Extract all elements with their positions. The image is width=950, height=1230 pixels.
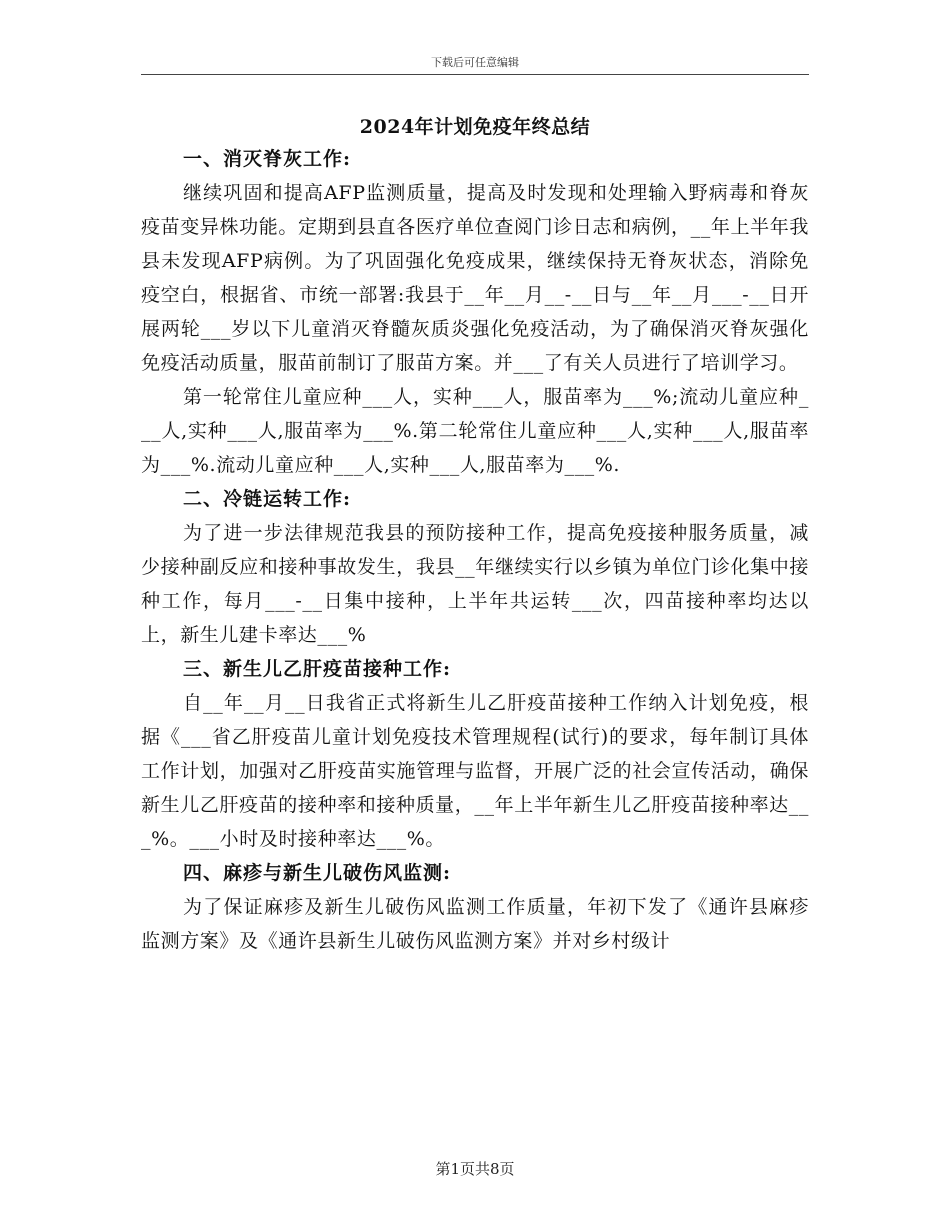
section-polio xyxy=(141,142,809,482)
section-paragraph: 第一轮常住儿童应种___人，实种___人，服苗率为___%;流动儿童应种___人,实种___人,服苗率为___%.第二轮常住儿童应种___人,实种___人,服苗率为___%.流动儿童应种___人,实种___人,服苗率为___%. xyxy=(141,386,809,476)
section-paragraph: 自__年__月__日我省正式将新生儿乙肝疫苗接种工作纳入计划免疫，根据《___省乙肝疫苗儿童计划免疫技术管理规程(试行)的要求，每年制订具体工作计划，加强对乙肝疫苗实施管理与监督，开展广泛的社会宣传活动，确保新生儿乙肝疫苗的接种率和接种质量，__年上半年新生儿乙肝疫苗接种率达___%。___小时及时接种率达___%。 xyxy=(141,692,809,850)
section-cold-chain xyxy=(141,482,809,652)
document-title: 2024年计划免疫年终总结 xyxy=(359,116,591,138)
header-divider xyxy=(141,74,809,75)
section-heading: 三、新生儿乙肝疫苗接种工作: xyxy=(183,658,452,680)
section-hepatitis-b xyxy=(141,652,809,856)
section-heading: 四、麻疹与新生儿破伤风监测: xyxy=(183,862,452,884)
document-body xyxy=(141,112,809,958)
section-heading: 二、冷链运转工作: xyxy=(183,488,352,510)
section-paragraph: 继续巩固和提高AFP监测质量，提高及时发现和处理输入野病毒和脊灰疫苗变异株功能。定期到县直各医疗单位查阅门诊日志和病例，__年上半年我县未发现AFP病例。为了巩固强化免疫成果，继续保持无脊灰状态，消除免疫空白，根据省、市统一部署:我县于__年__月__-__日与__年__月___-__日开展两轮___岁以下儿童消灭脊髓灰质炎强化免疫活动，为了确保消灭脊灰强化免疫活动质量，服苗前制订了服苗方案。并___了有关人员进行了培训学习。 xyxy=(141,182,809,374)
section-heading: 一、消灭脊灰工作: xyxy=(183,148,352,170)
section-paragraph: 为了进一步法律规范我县的预防接种工作，提高免疫接种服务质量，减少接种副反应和接种事故发生，我县__年继续实行以乡镇为单位门诊化集中接种工作，每月___-__日集中接种，上半年共运转___次，四苗接种率均达以上，新生儿建卡率达___% xyxy=(141,522,809,646)
section-paragraph: 为了保证麻疹及新生儿破伤风监测工作质量，年初下发了《通许县麻疹监测方案》及《通许县新生儿破伤风监测方案》并对乡村级计 xyxy=(141,896,809,952)
page-footer: 第1页共8页 xyxy=(435,1160,515,1178)
page-header: 下载后可任意编辑 xyxy=(431,56,519,69)
section-measles-tetanus xyxy=(141,856,809,958)
